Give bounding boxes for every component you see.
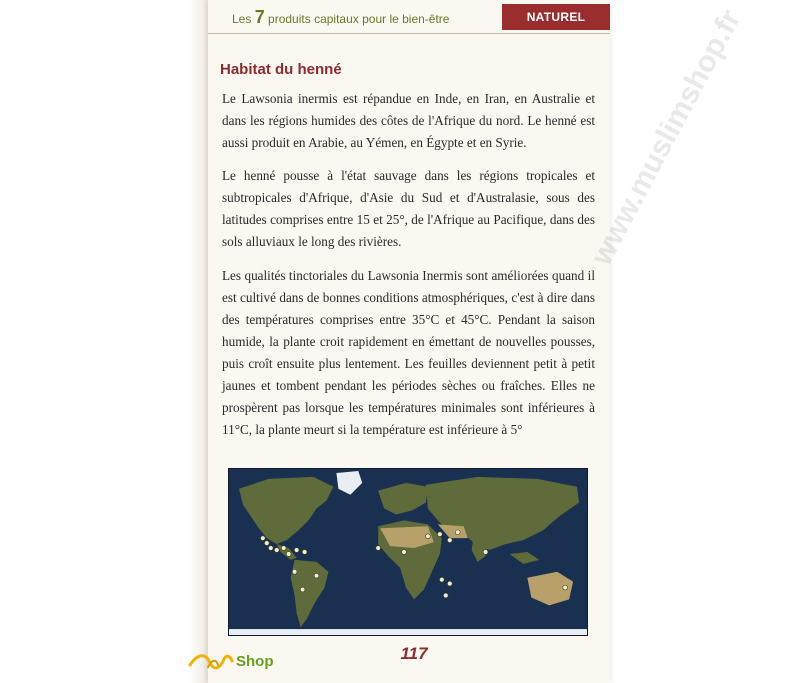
map-marker bbox=[260, 536, 265, 541]
map-marker bbox=[455, 530, 460, 535]
map-marker bbox=[294, 548, 299, 553]
map-marker bbox=[376, 546, 381, 551]
paragraph-2: Le henné pousse à l'état sauvage dans les régions tropicales et subtropicales d'Afrique, d'Asie du Sud et d'Australasie, sous des latitudes comprises entre 15 et 25°, de l'Afrique au Pacifique, dans des sols alluviaux le long des rivières. bbox=[222, 168, 595, 249]
paragraph-1: Le Lawsonia inermis est répandue en Inde, en Iran, en Australie et dans les régions humides des côtes de l'Afrique du nord. Le henné est aussi produit en Arabie, au Yémen, en Égypte et en Syrie. bbox=[222, 91, 595, 150]
map-marker bbox=[300, 587, 305, 592]
map-marker bbox=[563, 585, 568, 590]
category-badge: NATUREL bbox=[502, 4, 610, 30]
running-title-number: 7 bbox=[254, 7, 265, 27]
page-number: 117 bbox=[400, 644, 428, 663]
map-marker bbox=[426, 534, 431, 539]
muslimshop-logo bbox=[188, 648, 274, 674]
map-marker bbox=[292, 569, 297, 574]
paragraph-3: Les qualités tinctoriales du Lawsonia Inermis sont améliorées quand il est cultivé dans de bonnes conditions atmosphériques, c'est à dire dans des températures comprises entre 35°C et 45°C. Pendant la saison humide, la plante croit rapidement en émettant de nouvelles pousses, puis croît ensuite plus lentement. Les feuilles deviennent petit à petit jaunes et tombent pendant les périodes sèches ou fraîches. Elles ne prospèrent pas lorsque les températures minimales sont inférieures à 11°C, la plante meurt si la température est inférieure à 5° bbox=[222, 268, 595, 437]
book-spine-shadow bbox=[190, 0, 208, 683]
running-title-prefix: Les bbox=[232, 12, 255, 26]
map-marker bbox=[437, 532, 442, 537]
map-marker bbox=[314, 573, 319, 578]
world-distribution-map bbox=[228, 468, 588, 636]
section-title: Habitat du henné bbox=[220, 61, 342, 78]
map-marker bbox=[402, 550, 407, 555]
map-marker bbox=[483, 550, 488, 555]
land-antarctica bbox=[229, 629, 587, 635]
book-page bbox=[208, 0, 610, 683]
running-title-suffix: produits capitaux pour le bien-être bbox=[264, 12, 450, 26]
map-marker bbox=[302, 550, 307, 555]
watermark-text: www.muslimshop.fr bbox=[585, 4, 748, 271]
map-marker bbox=[274, 548, 279, 553]
map-marker bbox=[447, 581, 452, 586]
map-marker bbox=[264, 541, 269, 546]
map-marker bbox=[268, 546, 273, 551]
map-marker bbox=[439, 577, 444, 582]
map-marker bbox=[286, 552, 291, 557]
page-header bbox=[208, 0, 610, 34]
map-marker bbox=[447, 538, 452, 543]
map-marker bbox=[281, 546, 286, 551]
logo-text: Shop bbox=[236, 652, 274, 670]
running-title bbox=[232, 7, 449, 28]
map-marker bbox=[443, 593, 448, 598]
world-map-image bbox=[229, 469, 587, 635]
